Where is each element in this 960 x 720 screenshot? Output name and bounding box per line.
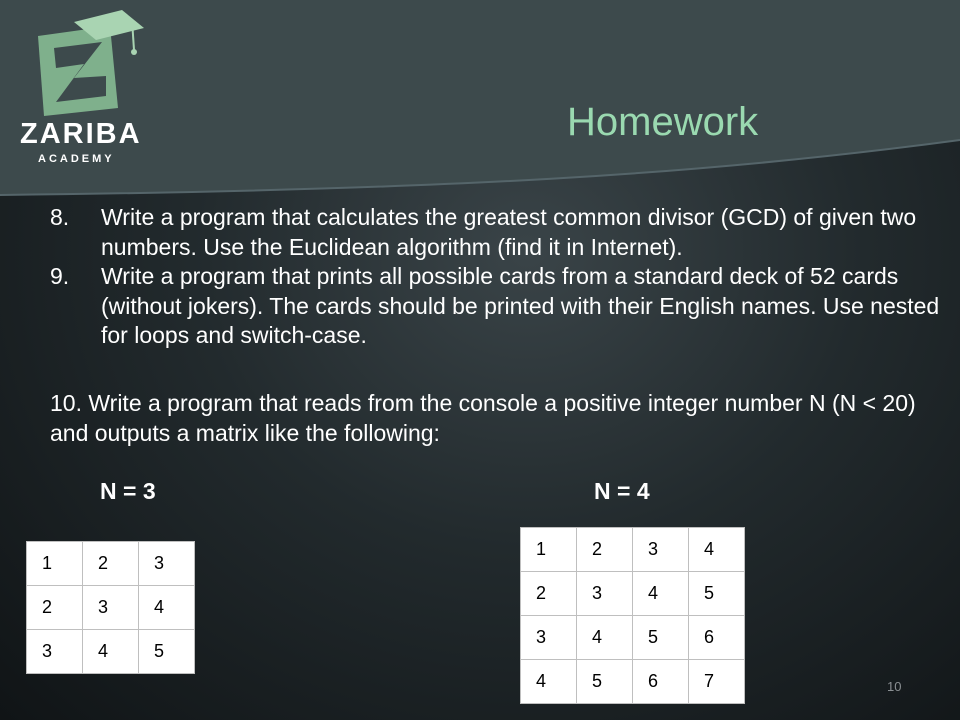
n3-label: N = 3 xyxy=(100,478,156,504)
task-list xyxy=(50,203,950,351)
matrix-cell: 3 xyxy=(139,542,195,586)
matrix-cell: 2 xyxy=(83,542,139,586)
matrix-cell: 7 xyxy=(689,660,745,704)
matrix-cell: 4 xyxy=(577,616,633,660)
matrix-row xyxy=(27,630,195,674)
matrix-row xyxy=(521,528,745,572)
matrix-row xyxy=(521,660,745,704)
matrix-cell: 3 xyxy=(83,586,139,630)
logo-subtitle: ACADEMY xyxy=(38,153,115,165)
matrix-row xyxy=(521,572,745,616)
matrix-cell: 4 xyxy=(633,572,689,616)
matrix-cell: 2 xyxy=(577,528,633,572)
matrix-cell: 2 xyxy=(27,586,83,630)
matrix-cell: 1 xyxy=(521,528,577,572)
task-number: 9. xyxy=(50,263,70,289)
page-title: Homework xyxy=(567,100,759,144)
matrix-cell: 5 xyxy=(577,660,633,704)
task-text: Write a program that prints all possible cards from a standard deck of 52 cards (without jokers). The cards should be printed with their English names. Use nested for loops and switch-case. xyxy=(101,263,940,348)
matrix-cell: 3 xyxy=(27,630,83,674)
task-10-text: 10. Write a program that reads from the console a positive integer number N (N < 20) and outputs a matrix like the following: xyxy=(50,390,916,446)
task-item xyxy=(50,203,950,262)
matrix-row xyxy=(27,586,195,630)
matrix-cell: 3 xyxy=(521,616,577,660)
matrix-cell: 3 xyxy=(633,528,689,572)
matrix-row xyxy=(521,616,745,660)
task-item xyxy=(50,262,950,351)
task-text: Write a program that calculates the greatest common divisor (GCD) of given two numbers. Use the Euclidean algorithm (find it in Internet). xyxy=(101,204,917,260)
matrix-cell: 4 xyxy=(689,528,745,572)
matrix-cell: 4 xyxy=(521,660,577,704)
matrix-cell: 3 xyxy=(577,572,633,616)
matrix-n4 xyxy=(520,527,745,704)
page-number: 10 xyxy=(887,679,902,694)
matrix-cell: 5 xyxy=(633,616,689,660)
matrix-cell: 5 xyxy=(689,572,745,616)
task-number: 8. xyxy=(50,204,70,230)
matrix-cell: 5 xyxy=(139,630,195,674)
matrix-cell: 4 xyxy=(139,586,195,630)
matrix-n3 xyxy=(26,541,195,674)
matrix-cell: 4 xyxy=(83,630,139,674)
logo-name: ZARIBA xyxy=(20,118,142,150)
graduation-cap-icon xyxy=(14,8,154,123)
n4-label: N = 4 xyxy=(594,478,650,504)
matrix-cell: 6 xyxy=(633,660,689,704)
matrix-cell: 6 xyxy=(689,616,745,660)
matrix-cell: 2 xyxy=(521,572,577,616)
matrix-row xyxy=(27,542,195,586)
matrix-cell: 1 xyxy=(27,542,83,586)
